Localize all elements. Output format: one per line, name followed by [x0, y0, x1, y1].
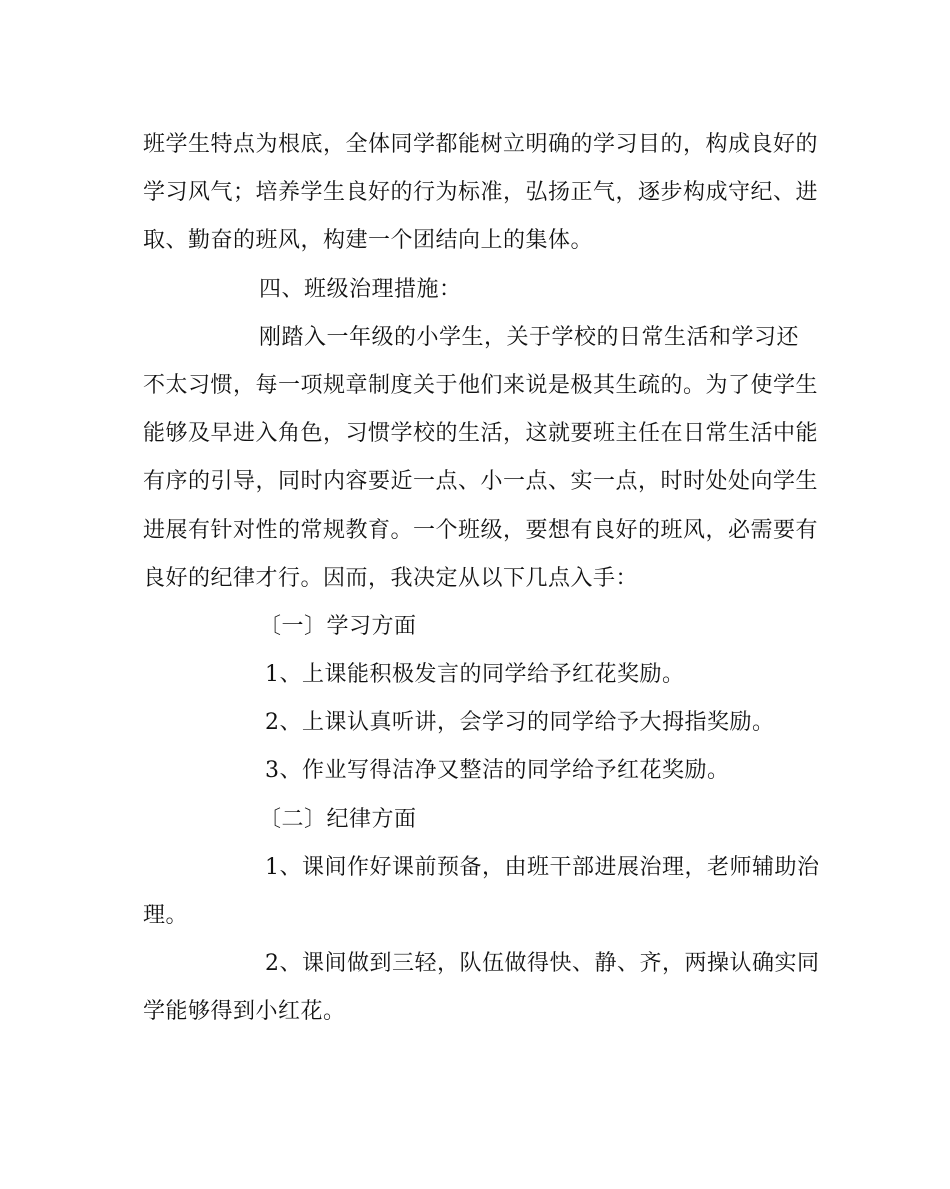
text-line: 学习风气；培养学生良好的行为标准，弘扬正气，逐步构成守纪、进 — [143, 180, 819, 206]
list-item: 1、课间作好课前预备，由班干部进展治理，老师辅助治 — [265, 854, 820, 880]
text-line: 有序的引导，同时内容要近一点、小一点、实一点，时时处处向学生 — [143, 469, 819, 495]
text-line: 班学生特点为根底，全体同学都能树立明确的学习目的，构成良好的 — [143, 132, 819, 157]
text-line: 取、勤奋的班风，构建一个团结向上的集体。 — [143, 228, 594, 254]
text-line: 良好的纪律才行。因而，我决定从以下几点入手： — [143, 565, 639, 591]
list-item: 2、课间做到三轻，队伍做得快、静、齐，两操认确实同 — [265, 951, 820, 977]
subsection-heading: 〔二〕纪律方面 — [259, 806, 417, 832]
text-line: 学能够得到小红花。 — [143, 999, 346, 1025]
paragraph-first-line: 刚踏入一年级的小学生，关于学校的日常生活和学习还 — [259, 324, 800, 350]
document-body — [143, 121, 820, 1037]
subsection-heading: 〔一〕学习方面 — [259, 613, 417, 639]
list-item: 2、上课认真听讲，会学习的同学给予大拇指奖励。 — [265, 710, 775, 736]
list-item: 1、上课能积极发言的同学给予红花奖励。 — [265, 662, 685, 688]
text-line: 理。 — [143, 903, 189, 928]
section-heading: 四、班级治理措施： — [259, 276, 462, 302]
text-line: 不太习惯，每一项规章制度关于他们来说是极其生疏的。为了使学生 — [143, 372, 819, 398]
list-item: 3、作业写得洁净又整洁的同学给予红花奖励。 — [265, 758, 730, 784]
text-line: 能够及早进入角色，习惯学校的生活，这就要班主任在日常生活中能 — [143, 421, 819, 447]
text-line: 进展有针对性的常规教育。一个班级，要想有良好的班风，必需要有 — [143, 517, 819, 543]
